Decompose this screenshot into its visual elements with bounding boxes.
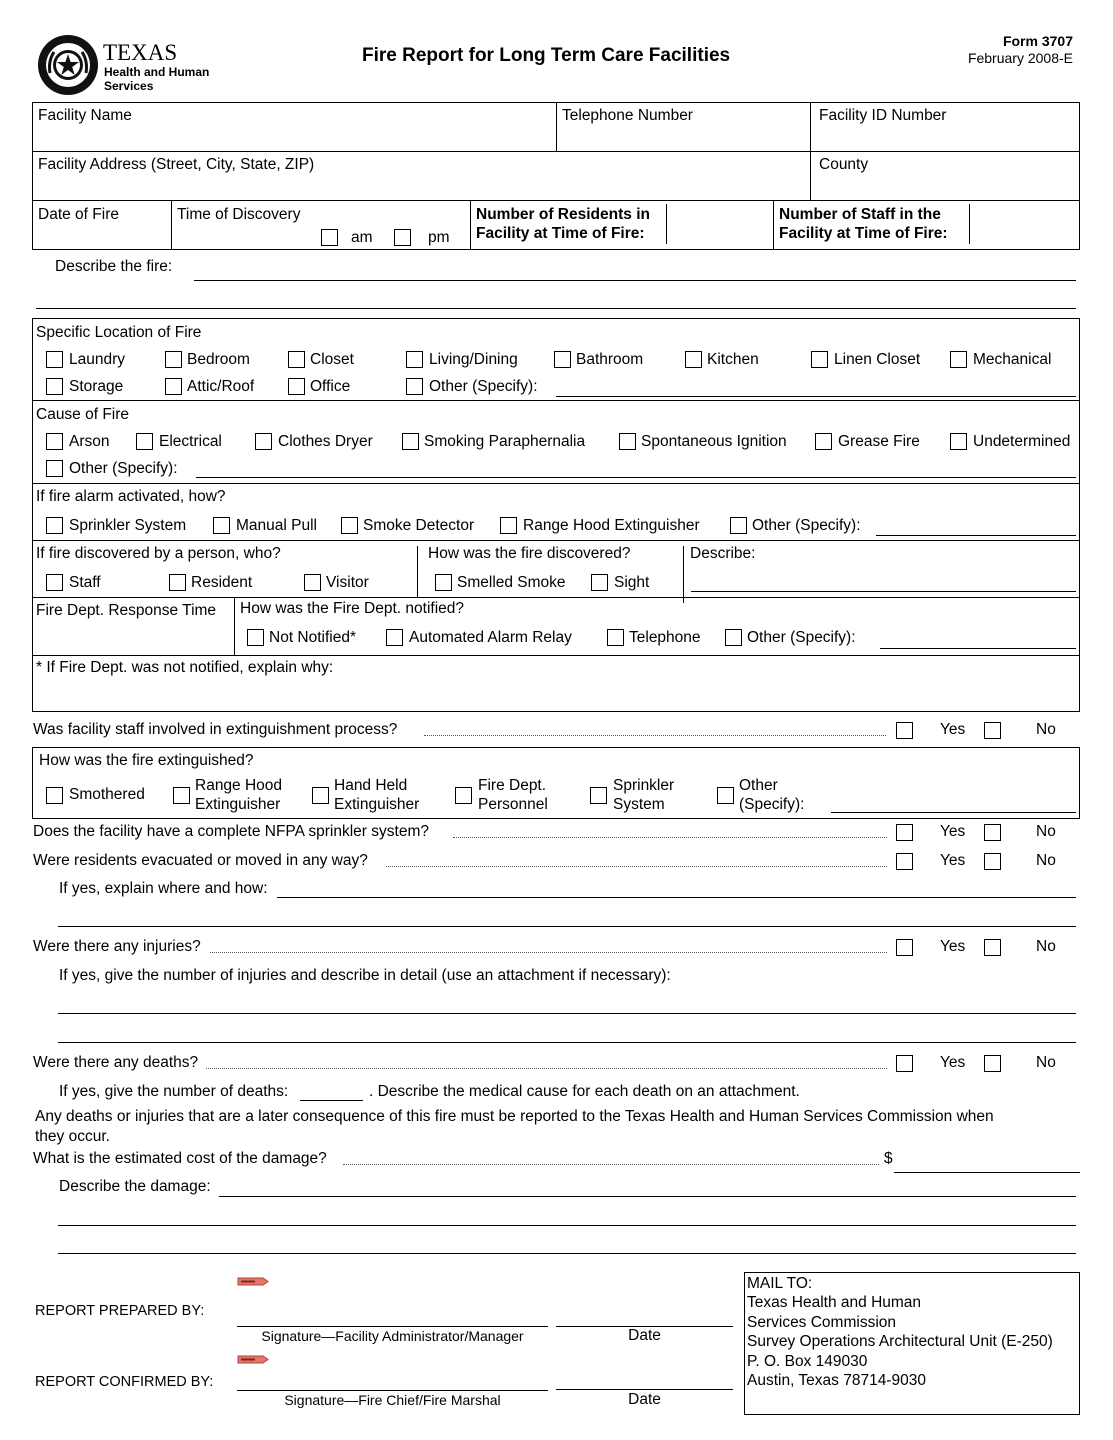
residents-label-2: Facility at Time of Fire: (476, 225, 645, 242)
address-label: Facility Address (Street, City, State, ZIP) (38, 156, 315, 173)
nfpa-question: Does the facility have a complete NFPA sprinkler system? (33, 823, 429, 840)
sign-here-flag-icon (237, 1277, 269, 1286)
location-bedroom-label: Bedroom (187, 351, 250, 368)
location-laundry-label: Laundry (69, 351, 126, 368)
notified-other-checkbox[interactable] (725, 629, 742, 646)
texas-seal-icon (36, 33, 100, 97)
extinguished-other-l1: Other (739, 777, 778, 794)
evacuated-question: Were residents evacuated or moved in any way? (33, 852, 368, 869)
notified-none-checkbox[interactable] (247, 629, 264, 646)
location-office-checkbox[interactable] (288, 378, 305, 395)
cost-line[interactable] (894, 1172, 1080, 1173)
describe-fire-label: Describe the fire: (55, 258, 173, 275)
divider (234, 597, 235, 655)
deaths-yes-checkbox[interactable] (896, 1055, 913, 1072)
location-linen-closet-checkbox[interactable] (811, 351, 828, 368)
county-label: County (819, 156, 869, 173)
staff-label-2: Facility at Time of Fire: (779, 225, 948, 242)
divider (683, 546, 684, 603)
deaths-no-label: No (1036, 1054, 1056, 1071)
describe-fire-line-1[interactable] (194, 280, 1076, 281)
describe-fire-line-2[interactable] (36, 308, 1076, 309)
injuries-no-checkbox[interactable] (984, 939, 1001, 956)
damage-line-3[interactable] (58, 1253, 1076, 1254)
evacuated-yes-checkbox[interactable] (896, 853, 913, 870)
leader-dots (386, 866, 887, 867)
location-bathroom-label: Bathroom (576, 351, 644, 368)
alarm-manual-pull-label: Manual Pull (236, 517, 317, 534)
discovered-visitor-label: Visitor (326, 574, 369, 591)
nfpa-yes-checkbox[interactable] (896, 824, 913, 841)
extinguished-range-hood-l1: Range Hood (195, 777, 283, 794)
notified-other-line[interactable] (880, 648, 1076, 649)
not-notified-explain-label: * If Fire Dept. was not notified, explain why: (36, 659, 334, 676)
notified-alarm-relay-label: Automated Alarm Relay (409, 629, 572, 646)
location-bathroom-checkbox[interactable] (554, 351, 571, 368)
staff-label-1: Number of Staff in the (779, 206, 941, 223)
evacuated-line-1[interactable] (277, 897, 1076, 898)
logo-line2: Health and Human (104, 65, 210, 79)
notified-other-label: Other (Specify): (747, 629, 856, 646)
location-closet-label: Closet (310, 351, 354, 368)
deaths-followup-b: . Describe the medical cause for each death on an attachment. (369, 1083, 800, 1100)
divider (666, 204, 667, 244)
confirmed-signature-caption: Signature—Fire Chief/Fire Marshal (284, 1392, 501, 1408)
divider (32, 655, 1080, 656)
location-laundry-checkbox[interactable] (46, 351, 63, 368)
mail-to-line: Texas Health and Human (747, 1294, 922, 1311)
telephone-field[interactable] (562, 127, 804, 147)
alarm-sprinkler-checkbox[interactable] (46, 517, 63, 534)
alarm-range-hood-label: Range Hood Extinguisher (523, 517, 700, 534)
injuries-line-1[interactable] (58, 1013, 1076, 1014)
nfpa-no-checkbox[interactable] (984, 824, 1001, 841)
evacuated-no-checkbox[interactable] (984, 853, 1001, 870)
extinguished-range-hood-checkbox[interactable] (173, 787, 190, 804)
page-title: Fire Report for Long Term Care Facilities (362, 45, 731, 66)
mail-to-line: Services Commission (747, 1314, 897, 1331)
deaths-yes-label: Yes (940, 1054, 966, 1071)
date-of-fire-label: Date of Fire (38, 206, 119, 223)
notice-line-2: they occur. (35, 1128, 110, 1145)
facility-id-field[interactable] (819, 127, 1074, 147)
location-kitchen-label: Kitchen (707, 351, 759, 368)
injuries-no-label: No (1036, 938, 1056, 955)
discovered-resident-checkbox[interactable] (169, 574, 186, 591)
staff-count-field[interactable] (975, 215, 1075, 235)
discovered-resident-label: Resident (191, 574, 253, 591)
extinguished-sprinkler-l1: Sprinkler (613, 777, 675, 794)
deaths-followup-a: If yes, give the number of deaths: (59, 1083, 289, 1100)
staff-involved-question: Was facility staff involved in extinguishment process? (33, 721, 398, 738)
extinguished-hand-held-l1: Hand Held (334, 777, 408, 794)
evacuated-followup: If yes, explain where and how: (59, 880, 268, 897)
pm-checkbox[interactable] (394, 229, 411, 246)
evacuated-line-2[interactable] (58, 926, 1076, 927)
cause-electrical-label: Electrical (159, 433, 222, 450)
discovered-sight-checkbox[interactable] (591, 574, 608, 591)
extinguished-hand-held-l2: Extinguisher (334, 796, 420, 813)
how-discovered-label: How was the fire discovered? (428, 545, 631, 562)
deaths-no-checkbox[interactable] (984, 1055, 1001, 1072)
discovered-visitor-checkbox[interactable] (304, 574, 321, 591)
divider (556, 102, 557, 151)
alarm-smoke-detector-checkbox[interactable] (341, 517, 358, 534)
address-field[interactable] (38, 176, 804, 196)
divider (32, 540, 1080, 541)
am-checkbox[interactable] (321, 229, 338, 246)
cause-other-checkbox[interactable] (46, 460, 63, 477)
staff-involved-yes-checkbox[interactable] (896, 722, 913, 739)
injuries-question: Were there any injuries? (33, 938, 201, 955)
describe-discovery-line[interactable] (691, 591, 1076, 592)
evacuated-yes-label: Yes (940, 852, 966, 869)
response-time-label: Fire Dept. Response Time (36, 602, 217, 619)
alarm-sprinkler-label: Sprinkler System (69, 517, 187, 534)
discovered-smelled-smoke-checkbox[interactable] (435, 574, 452, 591)
time-of-discovery-field[interactable] (177, 226, 312, 246)
cause-grease-fire-checkbox[interactable] (815, 433, 832, 450)
notified-label: How was the Fire Dept. notified? (240, 600, 464, 617)
discovered-staff-label: Staff (69, 574, 101, 591)
location-living-dining-checkbox[interactable] (406, 351, 423, 368)
injuries-yes-checkbox[interactable] (896, 939, 913, 956)
time-of-discovery-label: Time of Discovery (177, 206, 301, 223)
divider (32, 151, 1080, 152)
notified-telephone-label: Telephone (629, 629, 701, 646)
location-label: Specific Location of Fire (36, 324, 202, 341)
location-other-checkbox[interactable] (406, 378, 423, 395)
leader-dots (453, 837, 887, 838)
confirmed-by-label: REPORT CONFIRMED BY: (35, 1374, 214, 1390)
extinguished-other-l2: (Specify): (739, 796, 805, 813)
extinguished-fire-dept-l2: Personnel (478, 796, 548, 813)
response-time-field[interactable] (36, 624, 230, 648)
location-storage-checkbox[interactable] (46, 378, 63, 395)
alarm-other-checkbox[interactable] (730, 517, 747, 534)
location-mechanical-checkbox[interactable] (950, 351, 967, 368)
cost-question: What is the estimated cost of the damage? (33, 1150, 327, 1167)
alarm-other-label: Other (Specify): (752, 517, 861, 534)
extinguished-smothered-label: Smothered (69, 786, 145, 803)
sign-here-flag-icon (237, 1355, 269, 1364)
divider (32, 597, 1080, 598)
deaths-count-line[interactable] (300, 1100, 363, 1101)
alarm-smoke-detector-label: Smoke Detector (363, 517, 475, 534)
facility-name-label: Facility Name (38, 107, 132, 124)
cause-label: Cause of Fire (36, 406, 130, 423)
discovered-smelled-smoke-label: Smelled Smoke (457, 574, 566, 591)
leader-dots (343, 1164, 879, 1165)
damage-line-1[interactable] (219, 1196, 1076, 1197)
notified-alarm-relay-checkbox[interactable] (386, 629, 403, 646)
discovered-by-label: If fire discovered by a person, who? (36, 545, 281, 562)
mail-to-line: Survey Operations Architectural Unit (E-250) (747, 1333, 1053, 1350)
cause-undetermined-checkbox[interactable] (950, 433, 967, 450)
leader-dots (210, 952, 887, 953)
confirmed-date-line[interactable] (556, 1389, 733, 1390)
cause-spontaneous-checkbox[interactable] (619, 433, 636, 450)
mail-to-title: MAIL TO: (747, 1275, 813, 1292)
am-label: am (351, 229, 373, 246)
cause-other-label: Other (Specify): (69, 460, 178, 477)
staff-involved-yes-label: Yes (940, 721, 966, 738)
divider (171, 200, 172, 250)
cause-spontaneous-label: Spontaneous Ignition (641, 433, 787, 450)
cause-arson-checkbox[interactable] (46, 433, 63, 450)
divider (810, 102, 811, 200)
injuries-line-2[interactable] (58, 1042, 1076, 1043)
not-notified-explain-field[interactable] (36, 680, 1076, 708)
location-attic-roof-label: Attic/Roof (187, 378, 255, 395)
extinguished-other-checkbox[interactable] (717, 787, 734, 804)
divider (32, 483, 1080, 484)
date-of-fire-field[interactable] (38, 226, 166, 246)
cost-currency: $ (884, 1150, 893, 1167)
notice-line-1: Any deaths or injuries that are a later consequence of this fire must be reported to the Texas Health and Human Services Commission when (35, 1108, 994, 1125)
evacuated-no-label: No (1036, 852, 1056, 869)
divider (32, 400, 1080, 401)
location-linen-closet-label: Linen Closet (834, 351, 921, 368)
logo-texas: TEXAS (103, 40, 178, 65)
facility-id-label: Facility ID Number (819, 107, 947, 124)
damage-line-2[interactable] (58, 1225, 1076, 1226)
cause-smoking-label: Smoking Paraphernalia (424, 433, 586, 450)
county-field[interactable] (819, 176, 1074, 196)
divider (773, 200, 774, 250)
mail-to-line: P. O. Box 149030 (747, 1353, 868, 1370)
staff-involved-no-label: No (1036, 721, 1056, 738)
divider (417, 546, 418, 597)
logo-line3: Services (104, 79, 154, 93)
extinguished-smothered-checkbox[interactable] (46, 787, 63, 804)
injuries-yes-label: Yes (940, 938, 966, 955)
extinguished-label: How was the fire extinguished? (39, 752, 254, 769)
notified-telephone-checkbox[interactable] (607, 629, 624, 646)
location-other-line[interactable] (556, 396, 1076, 397)
prepared-date-caption: Date (628, 1327, 661, 1344)
telephone-label: Telephone Number (562, 107, 693, 124)
leader-dots (206, 1068, 887, 1069)
divider (32, 200, 1080, 201)
extinguished-hand-held-checkbox[interactable] (312, 787, 329, 804)
form-number: Form 3707 (1002, 33, 1073, 49)
cause-clothes-dryer-checkbox[interactable] (255, 433, 272, 450)
discovered-staff-checkbox[interactable] (46, 574, 63, 591)
describe-discovery-label: Describe: (690, 545, 756, 562)
prepared-by-label: REPORT PREPARED BY: (35, 1303, 205, 1319)
nfpa-no-label: No (1036, 823, 1056, 840)
residents-label-1: Number of Residents in (476, 206, 650, 223)
alarm-other-line[interactable] (876, 535, 1076, 536)
alarm-label: If fire alarm activated, how? (36, 488, 226, 505)
cause-smoking-checkbox[interactable] (402, 433, 419, 450)
discovered-sight-label: Sight (614, 574, 650, 591)
location-other-label: Other (Specify): (429, 378, 538, 395)
alarm-range-hood-checkbox[interactable] (500, 517, 517, 534)
leader-dots (424, 735, 886, 736)
damage-label: Describe the damage: (59, 1178, 211, 1195)
extinguished-sprinkler-checkbox[interactable] (590, 787, 607, 804)
location-office-label: Office (310, 378, 351, 395)
divider (470, 200, 471, 250)
cause-arson-label: Arson (69, 433, 110, 450)
cause-electrical-checkbox[interactable] (136, 433, 153, 450)
location-storage-label: Storage (69, 378, 124, 395)
cause-grease-fire-label: Grease Fire (838, 433, 920, 450)
deaths-question: Were there any deaths? (33, 1054, 199, 1071)
location-bedroom-checkbox[interactable] (165, 351, 182, 368)
form-date: February 2008-E (967, 50, 1073, 66)
facility-name-field[interactable] (38, 127, 550, 147)
residents-count-field[interactable] (672, 215, 768, 235)
alarm-manual-pull-checkbox[interactable] (213, 517, 230, 534)
confirmed-date-caption: Date (628, 1391, 661, 1408)
pm-label: pm (428, 229, 450, 246)
extinguished-sprinkler-l2: System (613, 796, 665, 813)
prepared-signature-caption: Signature—Facility Administrator/Manager (261, 1328, 524, 1344)
injuries-followup: If yes, give the number of injuries and describe in detail (use an attachment if necessary): (59, 967, 671, 984)
location-living-dining-label: Living/Dining (429, 351, 518, 368)
nfpa-yes-label: Yes (940, 823, 966, 840)
location-kitchen-checkbox[interactable] (685, 351, 702, 368)
extinguished-other-line[interactable] (831, 812, 1076, 813)
location-attic-roof-checkbox[interactable] (165, 378, 182, 395)
staff-involved-no-checkbox[interactable] (984, 722, 1001, 739)
extinguished-range-hood-l2: Extinguisher (195, 796, 281, 813)
location-closet-checkbox[interactable] (288, 351, 305, 368)
location-mechanical-label: Mechanical (973, 351, 1052, 368)
cause-clothes-dryer-label: Clothes Dryer (278, 433, 373, 450)
cause-undetermined-label: Undetermined (973, 433, 1071, 450)
cause-other-line[interactable] (196, 477, 1076, 478)
extinguished-fire-dept-l1: Fire Dept. (478, 777, 547, 794)
notified-none-label: Not Notified* (269, 629, 357, 646)
divider (969, 204, 970, 244)
mail-to-line: Austin, Texas 78714-9030 (747, 1372, 926, 1389)
extinguished-fire-dept-checkbox[interactable] (455, 787, 472, 804)
